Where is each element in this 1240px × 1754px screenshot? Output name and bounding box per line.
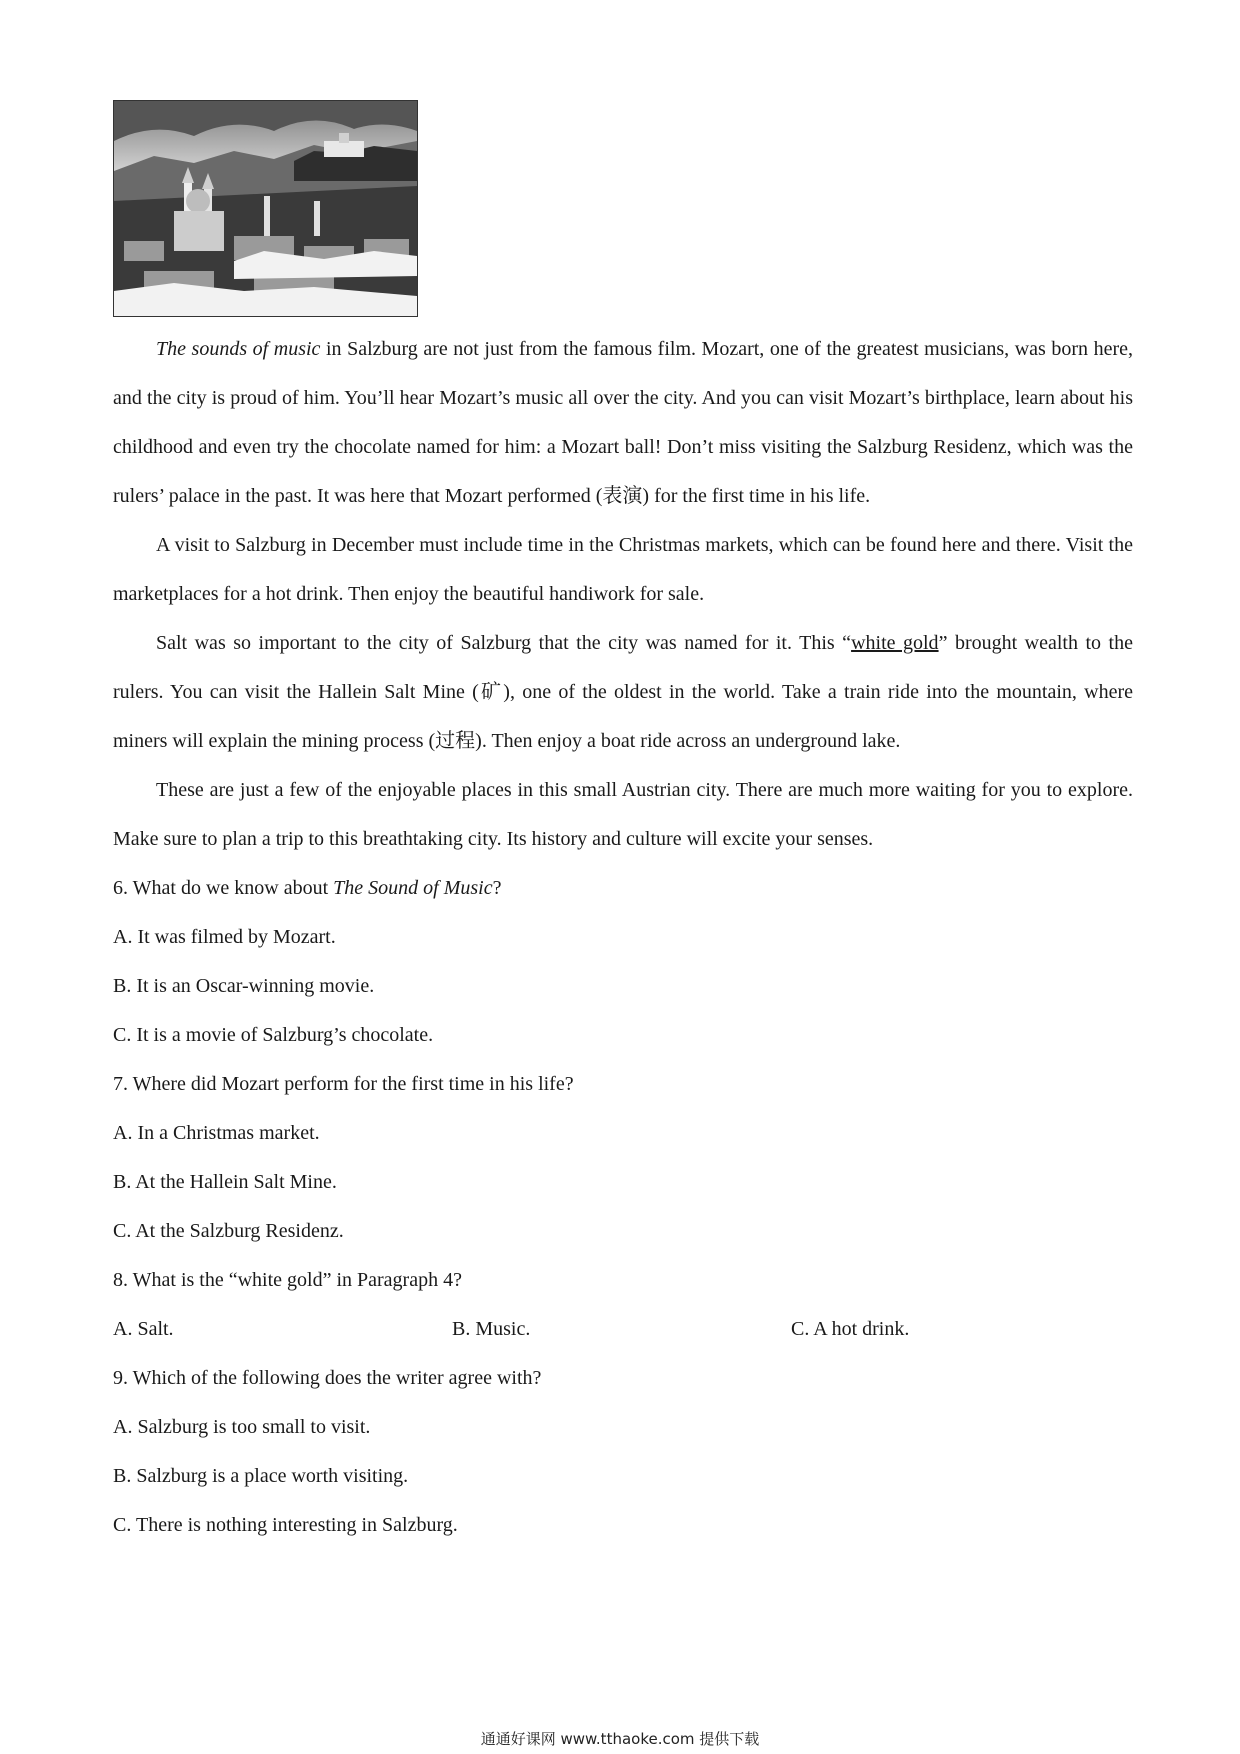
paragraph-2: A visit to Salzburg in December must include time in the Christmas markets, which can be found here and there. Visit the marketplaces for a hot drink. Then enjoy the beautiful handiwork for sale. <box>113 534 1133 605</box>
question-8-options <box>113 1305 1133 1354</box>
paragraph-3-text-a: Salt was so important to the city of Salzburg that the city was named for it. This “ <box>156 632 852 654</box>
salzburg-photo <box>113 100 418 317</box>
question-8-option-b: B. Music. <box>452 1318 531 1340</box>
paragraph-1-text: in Salzburg are not just from the famous film. Mozart, one of the greatest musicians, was born here, and the city is proud of him. You’ll hear Mozart’s music all over the city. And you can visit Mozart’s birthplace, learn about his childhood and even try the chocolate named for him: a Mozart ball! Don’t miss visiting the Salzburg Residenz, which was the rulers’ palace in the past. It was here that Mozart performed (表演) for the first time in his life. <box>113 338 1133 507</box>
paragraph-4: These are just a few of the enjoyable places in this small Austrian city. There are much more waiting for you to explore. Make sure to plan a trip to this breathtaking city. Its history and culture will excite your senses. <box>113 779 1133 850</box>
question-6-option-c: C. It is a movie of Salzburg’s chocolate. <box>113 1024 434 1046</box>
question-8-stem: 8. What is the “white gold” in Paragraph 4? <box>113 1269 462 1291</box>
question-6-option-a: A. It was filmed by Mozart. <box>113 926 336 948</box>
question-6-prefix: 6. What do we know about <box>113 877 334 899</box>
paragraph-1 <box>113 325 1133 521</box>
paragraph-3-text-b: ” brought wealth to the rulers. You can visit the Hallein Salt Mine (矿), one of the oldest in the world. Take a train ride into the mountain, where miners will explain the mining process (过程). Then enjoy a boat ride across an underground lake. <box>113 632 1133 752</box>
question-8 <box>113 1256 1133 1354</box>
question-7-stem: 7. Where did Mozart perform for the first time in his life? <box>113 1073 574 1095</box>
page-footer: 通通好课网 www.tthaoke.com 提供下载 <box>480 1730 760 1748</box>
question-6-italic: The Sound of Music <box>333 877 493 899</box>
question-9-option-b: B. Salzburg is a place worth visiting. <box>113 1465 409 1487</box>
film-title-italic: The sounds of music <box>156 338 321 360</box>
document-page <box>113 100 1133 1550</box>
question-8-option-a: A. Salt. <box>113 1318 174 1340</box>
question-9 <box>113 1354 1133 1550</box>
question-8-option-c: C. A hot drink. <box>791 1318 910 1340</box>
question-7-option-b: B. At the Hallein Salt Mine. <box>113 1171 337 1193</box>
question-7-option-c: C. At the Salzburg Residenz. <box>113 1220 344 1242</box>
question-6-option-b: B. It is an Oscar-winning movie. <box>113 975 375 997</box>
question-6-stem <box>113 864 1133 913</box>
paragraph-3 <box>113 619 1133 766</box>
question-7-option-a: A. In a Christmas market. <box>113 1122 320 1144</box>
question-7 <box>113 1060 1133 1256</box>
question-9-option-c: C. There is nothing interesting in Salzburg. <box>113 1514 458 1536</box>
question-6-suffix: ? <box>492 877 502 899</box>
question-6 <box>113 864 1133 1060</box>
question-9-stem: 9. Which of the following does the writer agree with? <box>113 1367 542 1389</box>
white-gold-underlined: white gold <box>851 632 939 654</box>
question-9-option-a: A. Salzburg is too small to visit. <box>113 1416 371 1438</box>
